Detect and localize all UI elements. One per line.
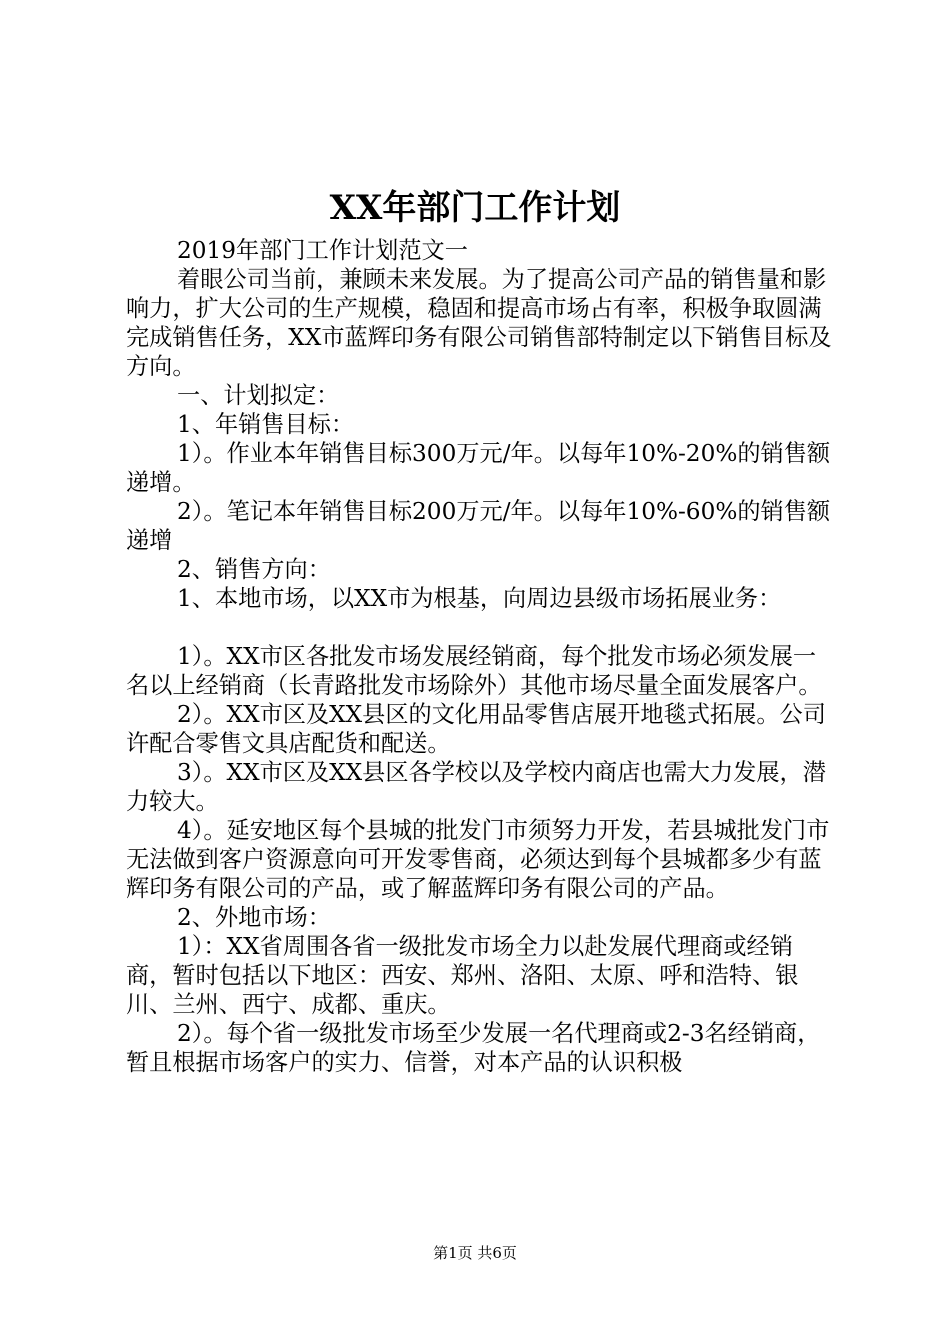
- document-title: XX年部门工作计划: [329, 188, 621, 228]
- heading-annual-target: 1、年销售目标：: [177, 411, 355, 438]
- heading-local-market: 1、本地市场，以XX市为根基，向周边县级市场拓展业务：: [177, 585, 782, 612]
- heading-external-market: 2、外地市场：: [177, 904, 331, 931]
- paragraph-local-2: 2）。XX市区及XX县区的文化用品零售店展开地毯式拓展。公司许配合零售文具店配货和配送。: [126, 701, 826, 757]
- paragraph-target-2: 2）。笔记本年销售目标200万元/年。以每年10%-60%的销售额递增: [126, 498, 831, 554]
- paragraph-local-4: 4）。延安地区每个县城的批发门市须努力开发，若县城批发门市无法做到客户资源意向可开发零售商，必须达到每个县城都多少有蓝辉印务有限公司的产品，或了解蓝辉印务有限公司的产品。: [126, 817, 830, 902]
- paragraph-external-1: 1）：XX省周围各省一级批发市场全力以赴发展代理商或经销商，暂时包括以下地区：西安、郑州、洛阳、太原、呼和浩特、银川、兰州、西宁、成都、重庆。: [126, 933, 799, 1018]
- paragraph-local-1: 1）。XX市区各批发市场发展经销商，每个批发市场必须发展一名以上经销商（长青路批发市场除外）其他市场尽量全面发展客户。: [126, 643, 822, 699]
- paragraph-local-3: 3）。XX市区及XX县区各学校以及学校内商店也需大力发展，潜力较大。: [126, 759, 826, 815]
- blank-line: [126, 613, 832, 642]
- page-footer: 第1页 共6页: [433, 1244, 517, 1262]
- paragraph-intro: 着眼公司当前，兼顾未来发展。为了提高公司产品的销售量和影响力，扩大公司的生产规模，稳固和提高市场占有率，积极争取圆满完成销售任务，XX市蓝辉印务有限公司销售部特制定以下销售目标及方向。: [126, 266, 832, 380]
- paragraph-subtitle: 2019年部门工作计划范文一: [177, 237, 468, 264]
- heading-plan: 一、计划拟定：: [177, 382, 340, 409]
- heading-sales-direction: 2、销售方向：: [177, 556, 331, 583]
- document-body: [126, 236, 832, 1077]
- paragraph-external-2: 2）。每个省一级批发市场至少发展一名代理商或2-3名经销商，暂且根据市场客户的实力、信誉，对本产品的认识积极: [126, 1020, 821, 1076]
- paragraph-target-1: 1）。作业本年销售目标300万元/年。以每年10%-20%的销售额递增。: [126, 440, 831, 496]
